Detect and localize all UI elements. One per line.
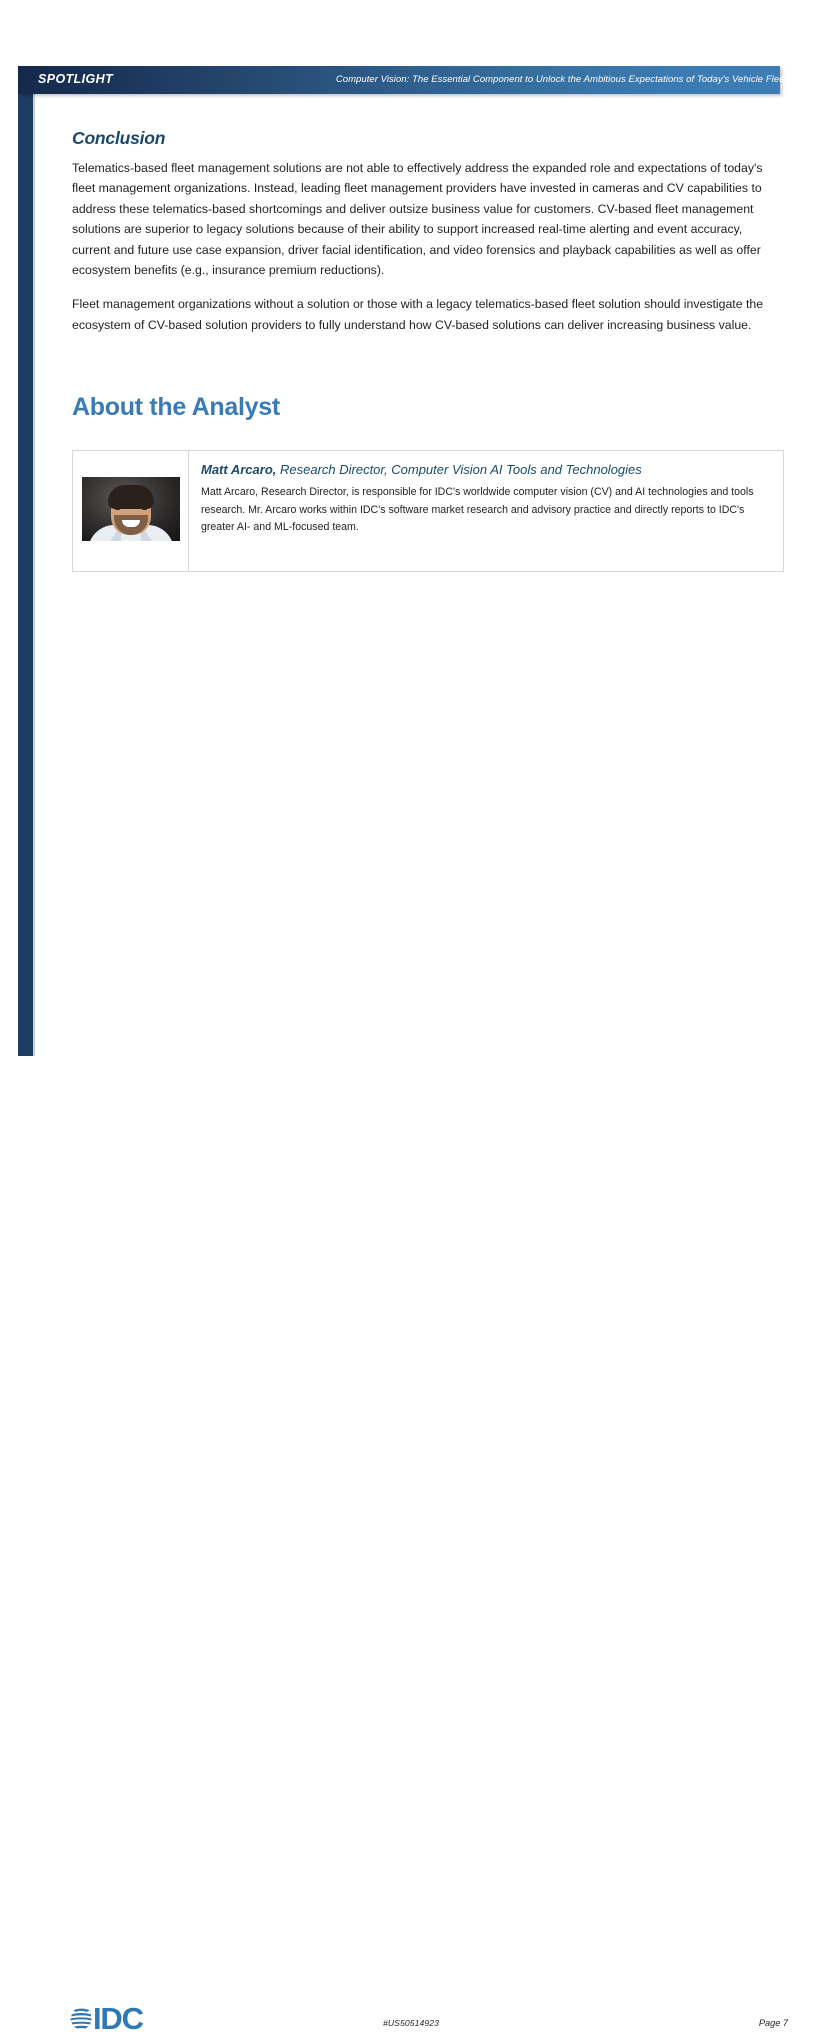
document-number: #US50514923: [383, 2018, 440, 2028]
idc-globe-icon: [70, 2006, 92, 2032]
conclusion-paragraph-1: Telematics-based fleet management solutions are not able to effectively address the expanded role and expectations of today's fleet management organizations. Instead, leading fleet management providers have invested in cameras and CV capabilities to address these telematics-based shortcomings and deliver outsize business value for customers. CV-based fleet management solutions are superior to legacy solutions because of their ability to support increased real-time alerting and event accuracy, current and future use case expansion, driver facial identification, and video forensics and playback capabilities as well as offer ecosystem benefits (e.g., insurance premium reductions).: [72, 161, 763, 278]
about-the-analyst-heading: About the Analyst: [72, 393, 280, 421]
left-accent-rail-edge: [33, 66, 35, 1056]
conclusion-section: [72, 128, 764, 335]
analyst-bio-text: Matt Arcaro, Research Director, is responsible for IDC's worldwide computer vision (CV) and AI technologies and tools research. Mr. Arcaro works within IDC's software market research and advisory practice and directly reports to IDC's greater AI- and ML-focused team.: [201, 486, 754, 534]
conclusion-heading: Conclusion: [72, 128, 166, 148]
page-footer: [0, 1000, 816, 2036]
photo-eye-left: [115, 507, 120, 510]
idc-logo: [70, 2001, 143, 2036]
analyst-photo-cell: [73, 451, 189, 571]
analyst-headshot-photo: [82, 477, 180, 541]
analyst-text-cell: [189, 451, 783, 571]
analyst-name-line: [201, 461, 769, 479]
analyst-name: Matt Arcaro,: [201, 462, 277, 477]
analyst-bio-box: [72, 450, 784, 572]
page-number: Page 7: [758, 2018, 788, 2028]
header-document-title: Computer Vision: The Essential Component to Unlock the Ambitious Expectations of Today's Vehicle Fleets: [335, 74, 792, 85]
photo-hair: [108, 485, 154, 509]
conclusion-paragraph-2: Fleet management organizations without a solution or those with a legacy telematics-based fleet solution should investigate the ecosystem of CV-based solution providers to fully understand how CV-based solutions can deliver increasing business value.: [72, 297, 764, 332]
analyst-title: Research Director, Computer Vision AI Tools and Technologies: [276, 462, 642, 477]
left-accent-rail: [18, 66, 33, 1056]
photo-eye-right: [142, 507, 147, 510]
header-spotlight-label: SPOTLIGHT: [38, 72, 114, 86]
idc-wordmark: IDC: [93, 2001, 143, 2036]
